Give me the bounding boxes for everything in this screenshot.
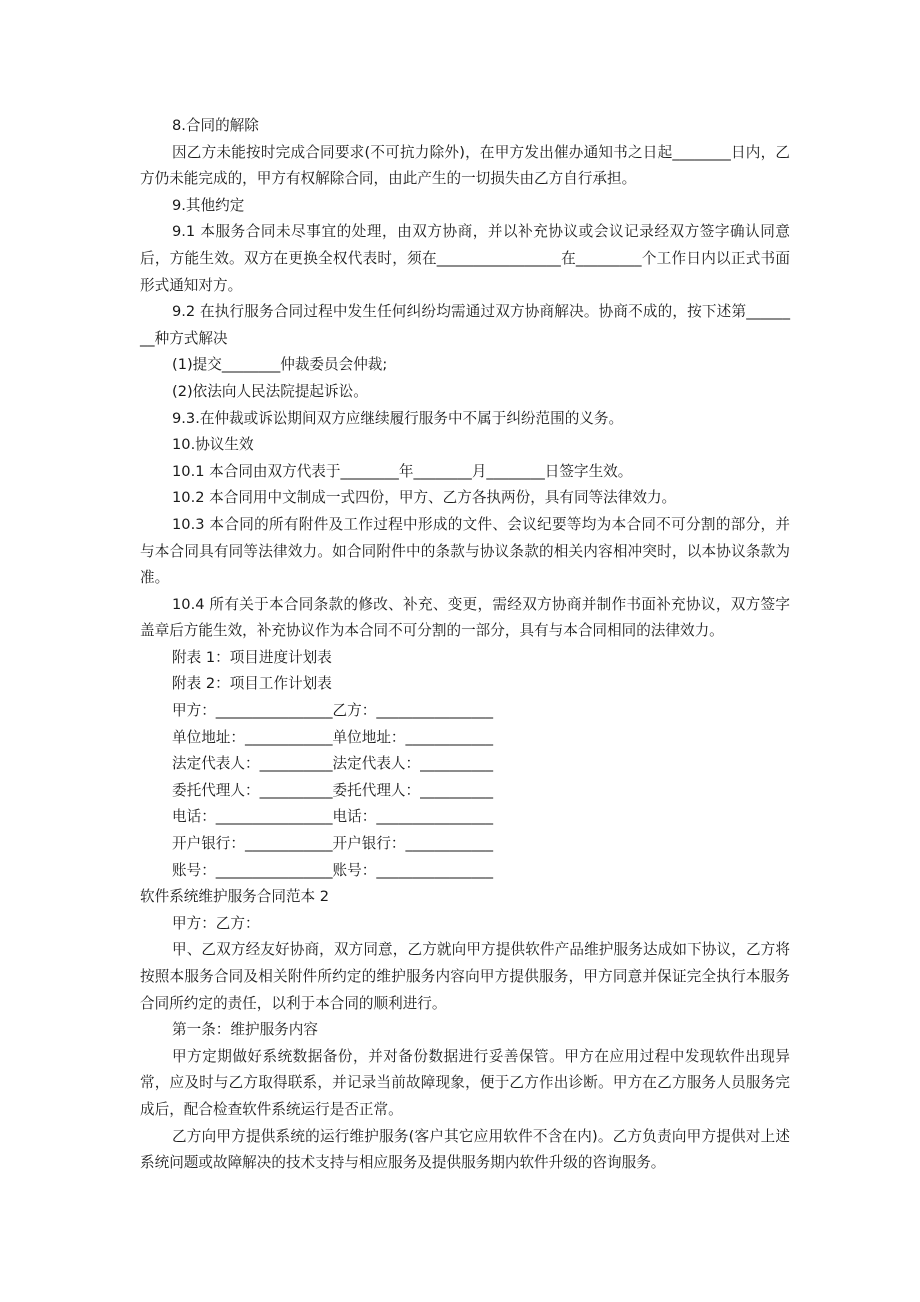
signature-row-party: [140, 698, 790, 725]
signature-right-address: 单位地址：____________: [332, 728, 494, 746]
signature-left-address: 单位地址：____________: [172, 728, 333, 746]
section-2-parties: 甲方：乙方：: [172, 914, 260, 932]
signature-right-phone: 电话：________________: [332, 808, 494, 826]
signature-right-agent: 委托代理人：__________: [332, 781, 494, 799]
signature-row-address: [140, 725, 790, 752]
signature-left-agent: 委托代理人：__________: [172, 781, 333, 799]
clause-9-3: 9.3.在仲裁或诉讼期间双方应继续履行服务中不属于纠纷范围的义务。: [172, 409, 624, 427]
clause-10-4: 10.4 所有关于本合同条款的修改、补充、变更，需经双方协商并制作书面补充协议，双方签字盖章后方能生效，补充协议作为本合同不可分割的一部分，具有与本合同相同的法律效力。: [140, 595, 790, 640]
signature-left-phone: 电话：________________: [172, 808, 333, 826]
heading-effectiveness: 10.协议生效: [172, 436, 254, 454]
signature-row-legal-rep: [140, 751, 790, 778]
clause-10-3: 10.3 本合同的所有附件及工作过程中形成的文件、会议纪要等均为本合同不可分割的部分，并与本合同具有同等法律效力。如合同附件中的条款与协议条款的相关内容相冲突时，以本协议条款为准。: [140, 515, 790, 587]
signature-row-agent: [140, 778, 790, 805]
document-body: [140, 113, 790, 1177]
signature-row-account: [140, 858, 790, 885]
clause-9-2-option-2: (2)依法向人民法院提起诉讼。: [172, 382, 368, 400]
heading-other-terms: 9.其他约定: [172, 196, 245, 214]
section-2-intro: 甲、乙双方经友好协商，双方同意，乙方就向甲方提供软件产品维护服务达成如下协议，乙方将按照本服务合同及相关附件所约定的维护服务内容向甲方提供服务，甲方同意并保证完全执行本服务合同所约定的责任，以利于本合同的顺利进行。: [140, 941, 790, 1012]
clause-9-1: 9.1 本服务合同未尽事宜的处理，由双方协商，并以补充协议或会议记录经双方签字确认同意后，方能生效。双方在更换全权代表时，须在_________________在_________个工作日内以正式书面形式通知对方。: [140, 223, 790, 294]
signature-row-phone: [140, 804, 790, 831]
signature-left-bank: 开户银行：____________: [172, 835, 333, 853]
signature-right-legal-rep: 法定代表人：__________: [332, 755, 494, 773]
heading-termination: 8.合同的解除: [172, 117, 259, 134]
article-1-party-a-duties: 甲方定期做好系统数据备份，并对备份数据进行妥善保管。甲方在应用过程中发现软件出现异常，应及时与乙方取得联系，并记录当前故障现象，便于乙方作出诊断。甲方在乙方服务人员服务完成后，配合检查软件系统运行是否正常。: [140, 1047, 790, 1118]
signature-row-bank: [140, 831, 790, 858]
signature-right-account: 账号：________________: [332, 861, 494, 879]
section-2-title: 软件系统维护服务合同范本 2: [140, 888, 330, 906]
clause-9-2: 9.2 在执行服务合同过程中发生任何纠纷均需通过双方协商解决。协商不成的，按下述第________种方式解决: [140, 303, 790, 347]
signature-block: [140, 698, 790, 884]
appendix-2: 附表 2：项目工作计划表: [172, 675, 332, 693]
appendix-1: 附表 1：项目进度计划表: [172, 648, 332, 666]
paragraph-termination: 因乙方未能按时完成合同要求(不可抗力除外)，在甲方发出催办通知书之日起________日内，乙方仍未能完成的，甲方有权解除合同，由此产生的一切损失由乙方自行承担。: [140, 143, 790, 188]
signature-left-party: 甲方：________________: [172, 702, 333, 720]
signature-left-account: 账号：________________: [172, 861, 333, 879]
signature-right-party: 乙方：________________: [332, 702, 494, 720]
article-1-party-b-duties: 乙方向甲方提供系统的运行维护服务(客户其它应用软件不含在内)。乙方负责向甲方提供对上述系统问题或故障解决的技术支持与相应服务及提供服务期内软件升级的咨询服务。: [140, 1127, 790, 1172]
clause-10-1: 10.1 本合同由双方代表于________年________月________日签字生效。: [172, 462, 633, 480]
clause-9-2-option-1: (1)提交________仲裁委员会仲裁;: [172, 356, 388, 374]
clause-10-2: 10.2 本合同用中文制成一式四份，甲方、乙方各执两份，具有同等法律效力。: [172, 489, 677, 507]
signature-right-bank: 开户银行：____________: [332, 835, 494, 853]
article-1-heading: 第一条：维护服务内容: [172, 1021, 318, 1039]
signature-left-legal-rep: 法定代表人：__________: [172, 755, 333, 773]
